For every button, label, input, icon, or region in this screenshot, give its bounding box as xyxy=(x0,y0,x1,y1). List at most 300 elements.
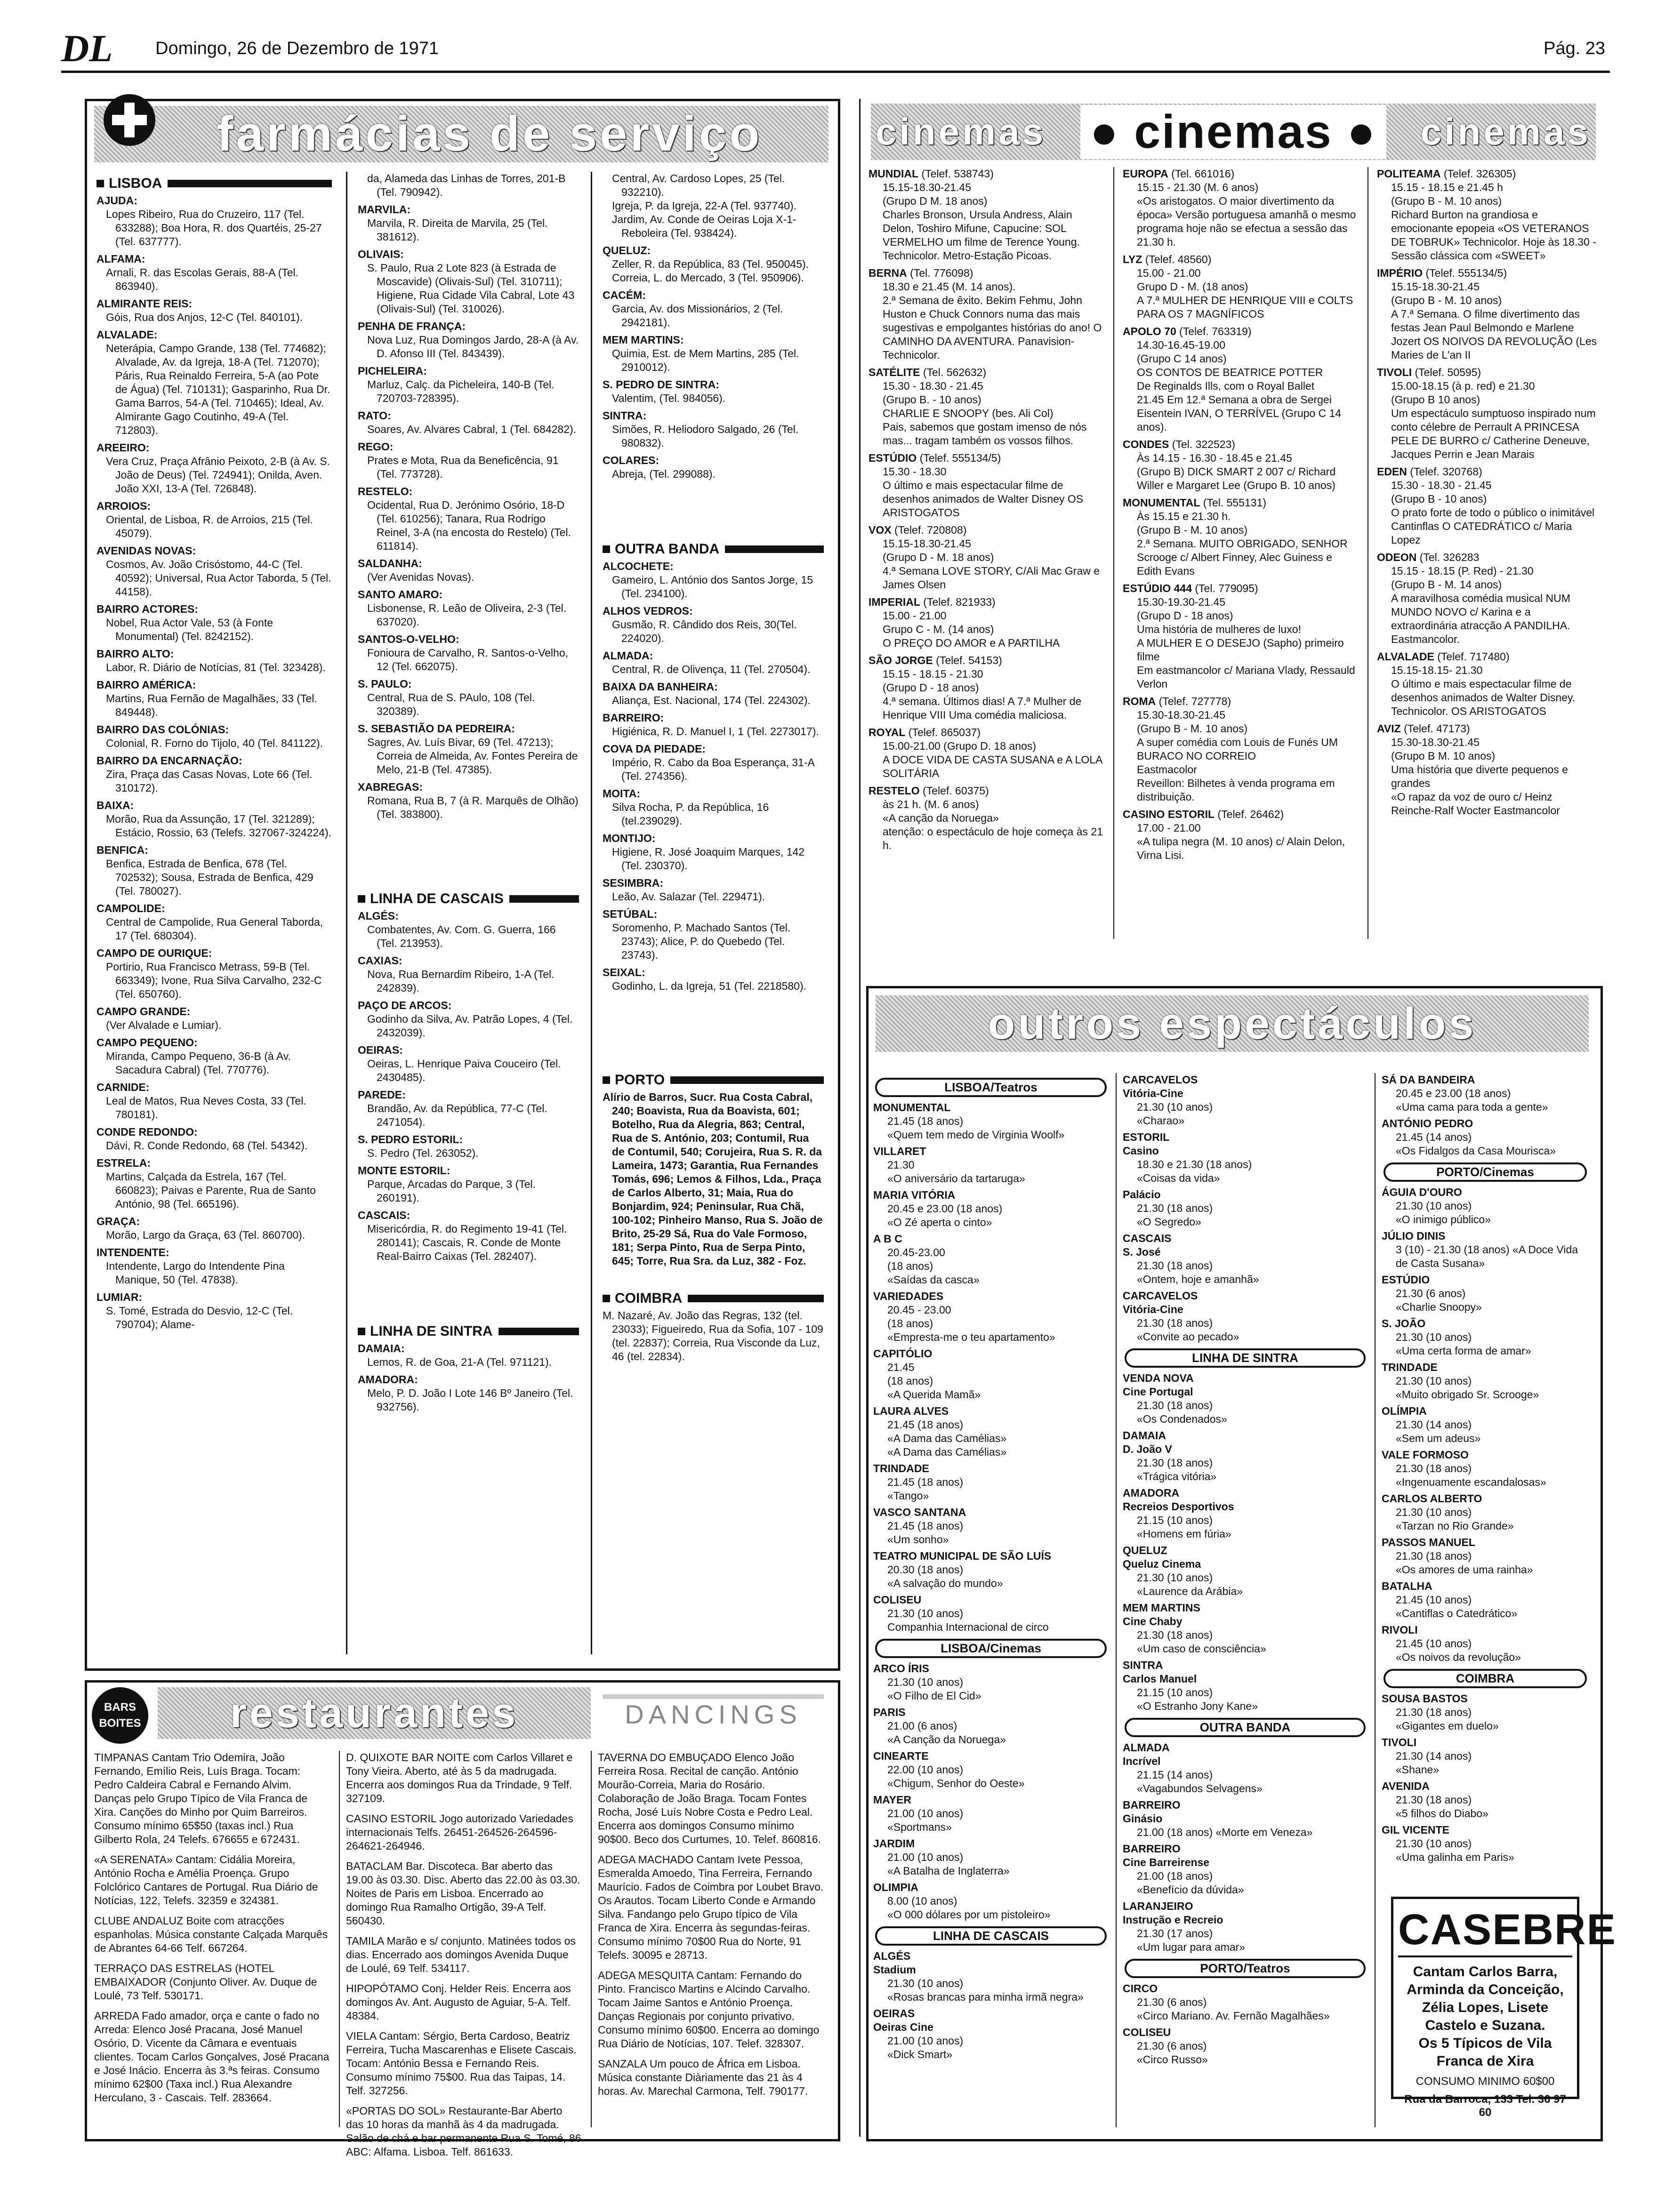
cinema-line: 15.15-18.30-21.45 xyxy=(883,537,971,550)
locality-label: CAMPOLIDE: xyxy=(97,902,165,914)
show-line: 21.30 xyxy=(887,1159,915,1171)
cinema-phone: (Telef. 865037) xyxy=(908,726,981,738)
venue-name: TIVOLI xyxy=(1382,1736,1417,1748)
cinema-line: 15.30-18.30-21.45 xyxy=(1137,709,1225,721)
pharmacy-entry: Soromenho, P. Machado Santos (Tel. 23743); Alice, P. do Quebedo (Tel. 23743). xyxy=(612,922,791,961)
show-line: «Coisas da vida» xyxy=(1137,1172,1220,1184)
venue-ad: D. QUIXOTE BAR NOITE com Carlos Villaret e Tony Vieira. Aberto, até às 5 da madrugada. Encerra aos domingos Rua da Trindade, 9 Telf. 327109. xyxy=(346,1751,573,1804)
show-listing xyxy=(1382,1448,1589,1489)
pharmacy-entry: Central, Rua de S. PAulo, 108 (Tel. 320389). xyxy=(367,691,535,717)
venue-name: GIL VICENTE xyxy=(1382,1824,1449,1836)
cinema-phone: (Tel. 776098) xyxy=(910,267,973,279)
show-line: «Os noivos da revolução» xyxy=(1396,1651,1521,1663)
locality-label: AREEIRO: xyxy=(97,441,150,454)
show-listing xyxy=(1382,1186,1589,1226)
cinema-header xyxy=(869,167,1104,181)
pharmacy-entry: Nobel, Rua Actor Vale, 53 (à Fonte Monumental) (Tel. 8242152). xyxy=(106,617,273,642)
restaurantes-column-1 xyxy=(94,1751,330,2111)
cinema-listing xyxy=(1377,266,1598,362)
show-line: 21.30 (18 anos) xyxy=(1137,1259,1213,1272)
show-line: 21.45 (18 anos) xyxy=(887,1476,964,1488)
show-line: (18 anos) xyxy=(887,1375,933,1387)
show-line: «Charao» xyxy=(1137,1114,1185,1127)
cinema-listing xyxy=(1123,808,1358,862)
cinemas-banner xyxy=(871,104,1596,160)
show-line: «Sportmans» xyxy=(887,1821,952,1833)
pharmacy-entry: Valentim, (Tel. 984056). xyxy=(612,392,726,404)
cinema-phone: (Tel. 326283 xyxy=(1419,551,1480,563)
venue-subname: D. João V xyxy=(1123,1443,1172,1455)
cinema-line: (Grupo D - M. 18 anos) xyxy=(883,551,994,563)
show-listing xyxy=(1382,1536,1589,1577)
cinema-header xyxy=(869,784,1104,798)
venue-name: TRINDADE xyxy=(1382,1361,1438,1373)
show-listing xyxy=(873,2007,1109,2061)
cinema-line: (Grupo B M. 10 anos) xyxy=(1391,750,1496,762)
pharmacy-entry: S. Paulo, Rua 2 Lote 823 (à Estrada de Moscavide) (Olivais-Sul) (Tel. 310711); Higiene, Rua Cidade Vila Cabral, Lote 43 (Olivais-Sul) (Tel. 310026). xyxy=(367,262,575,315)
show-line: 3 (10) - 21.30 (18 anos) «A Doce Vida de Casta Susana» xyxy=(1396,1243,1578,1269)
cinema-header xyxy=(1377,167,1598,181)
cinema-line: 15.15 - 18.15 (P. Red) - 21.30 xyxy=(1391,565,1534,577)
cinema-line: Eastmacolor xyxy=(1137,763,1197,776)
show-listing xyxy=(1123,1798,1367,1839)
venue-name: ARCO ÍRIS xyxy=(873,1662,929,1675)
venue-name: AMADORA xyxy=(1123,1487,1180,1499)
cinema-listing xyxy=(1123,438,1358,492)
show-line: 21.45 (14 anos) xyxy=(1396,1131,1472,1143)
show-listing xyxy=(1123,1899,1367,1954)
locality-label: CARNIDE: xyxy=(97,1081,150,1093)
venue-name: MAYER xyxy=(873,1794,911,1806)
venue-name: VILLARET xyxy=(873,1145,926,1157)
pharmacy-entry: Combatentes, Av. Com. G. Guerra, 166 (Tel. 213953). xyxy=(367,923,556,949)
pharmacy-entry: Góis, Rua dos Anjos, 12-C (Tel. 840101). xyxy=(106,311,303,323)
cinema-line: (Grupo B - M. 10 anos) xyxy=(1137,524,1248,536)
cinema-line: 14.30-16.45-19.00 xyxy=(1137,339,1225,351)
pharmacy-entry: Quimia, Est. de Mem Martins, 285 (Tel. 2910012). xyxy=(612,347,799,373)
pharmacy-entry: Central, Av. Cardoso Lopes, 25 (Tel. 932210). xyxy=(612,172,785,198)
venue-ad: CASINO ESTORIL Jogo autorizado Variedades internacionais Telfs. 26451-264526-264596-264621-264946. xyxy=(346,1812,573,1852)
venue-name: ALMADA xyxy=(1123,1741,1170,1754)
show-line: 21.30 (14 anos) xyxy=(1396,1419,1472,1431)
show-line: 20.45 e 23.00 (18 anos) xyxy=(887,1202,1003,1215)
show-line: «Uma cama para toda a gente» xyxy=(1396,1101,1548,1113)
region-tag: LISBOA/Teatros xyxy=(875,1078,1107,1097)
cinema-line: 15.15-18.30-21.45 xyxy=(1391,281,1480,293)
cinema-line: 2.ª Semana. MUITO OBRIGADO, SENHOR Scrooge c/ Albert Finney, Alec Guiness e Edith Evans xyxy=(1137,537,1348,577)
show-line: «Laurence da Arábia» xyxy=(1137,1585,1243,1597)
show-line: «Sem um adeus» xyxy=(1396,1432,1481,1444)
show-listing xyxy=(873,1706,1109,1747)
pharmacy-entry: Portirio, Rua Francisco Metrass, 59-B (Tel. 663349); Ivone, Rua Silva Carvalho, 232-C (Tel. 650760). xyxy=(106,961,322,1000)
pharmacy-entry: Silva Rocha, P. da República, 16 (tel.239029). xyxy=(612,801,769,827)
show-listing xyxy=(1123,1188,1367,1229)
restaurantes-banner-title: restaurantes xyxy=(230,1689,519,1737)
show-line: 21.30 (10 anos) xyxy=(887,1676,964,1688)
show-listing xyxy=(1123,1073,1367,1128)
pharmacy-entry: Zeller, R. da República, 83 (Tel. 950045). xyxy=(612,258,809,270)
venue-name: OEIRAS xyxy=(873,2007,915,2020)
show-line: «5 filhos do Diabo» xyxy=(1396,1807,1488,1819)
venue-name: BATALHA xyxy=(1382,1580,1432,1592)
cinema-line: 15.00-18.15 (à p. red) e 21.30 xyxy=(1391,380,1535,392)
cinema-header xyxy=(1377,266,1598,280)
locality-label: BAIRRO AMÉRICA: xyxy=(97,679,196,691)
show-line: «O aniversário da tartaruga» xyxy=(887,1172,1025,1185)
pharmacy-entry: Gameiro, L. António dos Santos Jorge, 15 (Tel. 234100). xyxy=(612,574,813,600)
show-line: 21.30 (10 anos) xyxy=(1396,1375,1472,1387)
cinema-header xyxy=(1123,496,1358,510)
pharmacy-entry: (Ver Avenidas Novas). xyxy=(367,571,475,583)
show-line: «A Dama das Camélias» xyxy=(887,1446,1007,1458)
show-line: «O inimigo público» xyxy=(1396,1213,1491,1226)
venue-name: LARANJEIRO xyxy=(1123,1900,1193,1912)
show-listing xyxy=(873,1101,1109,1142)
venue-name: ALGÉS xyxy=(873,1950,911,1962)
cinema-phone: (Telef. 720808) xyxy=(894,524,967,536)
pharmacy-entry: Colonial, R. Forno do Tijolo, 40 (Tel. 841122). xyxy=(106,737,323,749)
venue-name: JÚLIO DINIS xyxy=(1382,1230,1446,1242)
cinema-listing xyxy=(869,451,1104,520)
farmacias-banner xyxy=(94,106,828,162)
cinema-line: (Grupo B 10 anos) xyxy=(1391,393,1480,406)
farmacias-banner-title: farmácias de serviço xyxy=(217,106,763,161)
cinema-name: ESTÚDIO 444 xyxy=(1123,582,1192,594)
cinema-line: Grupo C - M. (14 anos) xyxy=(883,623,994,635)
cinema-header xyxy=(1123,438,1358,451)
cinema-line: 15.15 - 21.30 (M. 6 anos) xyxy=(1137,181,1259,193)
locality-label: REGO: xyxy=(358,441,394,453)
locality-label: MEM MARTINS: xyxy=(603,334,684,346)
cinema-listing xyxy=(1123,695,1358,804)
cinema-line: (Grupo B - M. 10 anos) xyxy=(1391,294,1502,306)
venue-name: COLISEU xyxy=(873,1594,922,1606)
cinema-header xyxy=(869,595,1104,609)
show-line: «Um caso de consciência» xyxy=(1137,1643,1266,1655)
cinema-line: CHARLIE E SNOOPY (bes. Ali Col) xyxy=(883,407,1054,419)
show-line: «Saídas da casca» xyxy=(887,1274,980,1286)
show-listing xyxy=(873,1837,1109,1878)
show-line: «A Batalha de Inglaterra» xyxy=(887,1865,1010,1877)
cinema-listing xyxy=(1123,253,1358,321)
masthead xyxy=(61,28,1610,73)
show-line: «Quem tem medo de Virginia Woolf» xyxy=(887,1129,1065,1141)
venue-name: SINTRA xyxy=(1123,1659,1163,1671)
cinema-listing xyxy=(1377,722,1598,817)
pharmacy-cross-icon xyxy=(104,94,155,146)
cinema-name: EUROPA xyxy=(1123,168,1168,180)
venue-name: VENDA NOVA xyxy=(1123,1372,1194,1384)
locality-label: PENHA DE FRANÇA: xyxy=(358,320,466,332)
outros-banner-title: outros espectáculos xyxy=(988,998,1477,1049)
cinema-line: Em eastmancolor c/ Mariana Vlady, Ressauld Verlon xyxy=(1137,664,1355,690)
pharmacy-entry: Lopes Ribeiro, Rua do Cruzeiro, 117 (Tel. 633288); Boa Hora, R. dos Quartéis, 25-27 (Tel. 637777). xyxy=(106,208,322,248)
pharmacy-entry: Jardim, Av. Conde de Oeiras Loja X-1-Reboleira (Tel. 938424). xyxy=(612,213,796,239)
show-line: «Um sonho» xyxy=(887,1533,949,1546)
cinema-name: CASINO ESTORIL xyxy=(1123,808,1215,820)
pharmacy-entry: Higiene, R. José Joaquim Marques, 142 (Tel. 230370). xyxy=(612,846,805,872)
show-line: 21.30 (10 anos) xyxy=(1396,1200,1472,1212)
region-tag: PORTO/Cinemas xyxy=(1384,1162,1587,1182)
venue-name: CARLOS ALBERTO xyxy=(1382,1492,1482,1505)
locality-label: SETÚBAL: xyxy=(603,908,658,920)
bars-boites-badge: BARS BOITES xyxy=(92,1687,148,1744)
show-listing xyxy=(873,1593,1109,1634)
show-line: 22.00 (10 anos) xyxy=(887,1763,964,1776)
show-line: «O Filho de El Cid» xyxy=(887,1690,981,1702)
cinema-phone: (Telef. 50595) xyxy=(1415,366,1481,378)
show-listing xyxy=(1382,1579,1589,1620)
venue-name: DAMAIA xyxy=(1123,1429,1166,1442)
cinema-phone: (Telef. 538743) xyxy=(921,168,994,180)
venue-name: VARIEDADES xyxy=(873,1290,944,1302)
pharmacy-entry: Martins, Rua Fernão de Magalhães, 33 (Tel. 849448). xyxy=(106,692,317,718)
show-line: 21.30 (10 anos) xyxy=(1137,1571,1213,1584)
show-line: «Um lugar para amar» xyxy=(1137,1941,1246,1953)
show-listing xyxy=(873,1232,1109,1287)
show-line: 21.00 (18 anos) «Morte em Veneza» xyxy=(1137,1826,1313,1838)
pharmacy-entry: Leal de Matos, Rua Neves Costa, 33 (Tel. 780181). xyxy=(106,1095,306,1121)
cinema-phone: (Telef. 555134/5) xyxy=(919,452,1001,464)
cinema-phone: (Telef. 54153) xyxy=(936,654,1002,666)
cinema-listing xyxy=(869,523,1104,592)
show-line: 21.30 (18 anos) xyxy=(1137,1457,1213,1469)
show-line: «O Segredo» xyxy=(1137,1216,1201,1228)
cinema-line: 15.15-18.30-21.45 xyxy=(883,181,971,193)
show-line: «Cantiflas o Catedrático» xyxy=(1396,1607,1518,1619)
coimbra-list: M. Nazaré, Av. João das Regras, 132 (tel. 23033); Figueiredo, Rua da Sofia, 107 - 109 (tel. 22837); Correia, Rua Visconde da Luz, 46 (tel. 22834). xyxy=(603,1309,823,1362)
cinema-phone: (Tel. 661016) xyxy=(1171,168,1235,180)
region-tag: LINHA DE CASCAIS xyxy=(875,1926,1107,1946)
cinema-line: atenção: o espectáculo de hoje começa às 21 h. xyxy=(883,825,1103,851)
cinemas-banner-left: cinemas xyxy=(876,111,1046,152)
locality-label: INTENDENTE: xyxy=(97,1246,169,1258)
locality-label: QUELUZ: xyxy=(603,244,651,256)
show-listing xyxy=(1123,1982,1367,2023)
locality-label: ALCOCHETE: xyxy=(603,560,674,572)
locality-label: CAMPO DE OURIQUE: xyxy=(97,947,212,959)
cinema-phone: (Tel. 322523) xyxy=(1172,438,1236,450)
show-line: «Vagabundos Selvagens» xyxy=(1137,1782,1263,1795)
show-listing xyxy=(873,1949,1109,2004)
cinema-header xyxy=(1377,366,1598,379)
locality-label: PICHELEIRA: xyxy=(358,365,427,377)
venue-name: CINEARTE xyxy=(873,1750,929,1762)
show-line: «Rosas brancas para minha irmã negra» xyxy=(887,1991,1084,2003)
venue-name: JARDIM xyxy=(873,1837,915,1850)
venue-name: ANTÓNIO PEDRO xyxy=(1382,1117,1473,1130)
cinemas-banner-right: cinemas xyxy=(1420,111,1591,152)
pharmacy-entry: Melo, P. D. João I Lote 146 Bº Janeiro (Tel. 932756). xyxy=(367,1387,573,1413)
cinema-line: 4.ª Semana LOVE STORY, C/Ali Mac Graw e James Olsen xyxy=(883,565,1100,591)
restaurantes-column-3 xyxy=(598,1751,824,2105)
coimbra-heading: COIMBRA xyxy=(603,1291,824,1305)
cinema-header xyxy=(1123,808,1358,821)
cinema-phone: (Telef. 727778) xyxy=(1158,695,1231,707)
show-line: «Muito obrigado Sr. Scrooge» xyxy=(1396,1388,1539,1401)
cinema-line: 15.30-18.30-21.45 xyxy=(1391,736,1480,748)
casebre-body: Cantam Carlos Barra, Arminda da Conceição, Zélia Lopes, Lisete Castelo e Suzana. xyxy=(1407,1964,1564,2033)
show-line: «Os Condenados» xyxy=(1137,1413,1227,1425)
show-line: 21.30 (6 anos) xyxy=(1137,2040,1207,2052)
show-line: 21.30 (18 anos) xyxy=(1396,1794,1472,1806)
show-listing xyxy=(1123,1601,1367,1656)
show-line: (18 anos) xyxy=(887,1260,933,1272)
cinema-line: Grupo D - M. (18 anos) xyxy=(1137,281,1248,293)
show-line: Companhia Internacional de circo xyxy=(887,1621,1049,1633)
show-listing xyxy=(873,1749,1109,1790)
cinema-header xyxy=(1123,253,1358,266)
venue-subname: Vitória-Cine xyxy=(1123,1087,1183,1099)
show-listing xyxy=(1123,1659,1367,1713)
region-tag: COIMBRA xyxy=(1384,1669,1587,1688)
show-line: «Os amores de uma rainha» xyxy=(1396,1563,1533,1576)
show-line: 21.45 xyxy=(887,1361,915,1373)
venue-ad: «PORTAS DO SOL» Restaurante-Bar Aberto das 10 horas da manhã às 4 da madrugada. Salão de chá e bar permanente Rua S. Tomé, 86 ABC: Alfama. Lisboa. Telf. 861633. xyxy=(346,2105,581,2158)
show-line: 20.45 e 23.00 (18 anos) xyxy=(1396,1087,1511,1099)
cinema-line: «A tulipa negra (M. 10 anos) c/ Alain Delon, Virna Lisi. xyxy=(1137,835,1345,861)
show-line: «O Zé aperta o cinto» xyxy=(887,1216,992,1228)
page-number: Pág. 23 xyxy=(1544,39,1605,58)
cinema-listing xyxy=(869,167,1104,263)
locality-label: BAIXA DA BANHEIRA: xyxy=(603,681,718,693)
venue-ad: ADEGA MESQUITA Cantam: Fernando do Pinto. Francisco Martins e Alcindo Carvalho. Tocam Jaime Santos e António Proença. Danças Regionais por conjunto privativo. Consumo mínimo 60$00. Encerra ao domingo Rua Diário de Notícias, 107. Telef. 328307. xyxy=(598,1969,820,2050)
cinema-header xyxy=(1123,582,1358,595)
cinema-name: MONUMENTAL xyxy=(1123,497,1200,509)
cinema-header xyxy=(869,451,1104,465)
cinema-phone: (Telef. 47173) xyxy=(1404,722,1470,735)
cinema-listing xyxy=(1123,582,1358,691)
cinema-name: ALVALADE xyxy=(1377,650,1434,663)
pharmacy-entry: Morão, Rua da Assunção, 17 (Tel. 321289); Estácio, Rossio, 63 (Telefs. 327067-324224). xyxy=(106,813,331,839)
locality-label: ALVALADE: xyxy=(97,329,158,341)
locality-label: SINTRA: xyxy=(603,409,647,422)
show-line: 21.15 (14 anos) xyxy=(1137,1769,1213,1781)
pharmacy-entry: Romana, Rua B, 7 (à R. Marquês de Olhão) (Tel. 383800). xyxy=(367,794,579,820)
outros-column-2 xyxy=(1123,1073,1367,2069)
locality-label: BAIRRO DA ENCARNAÇÃO: xyxy=(97,754,242,767)
show-line: 21.30 (10 anos) xyxy=(1396,1331,1472,1343)
cinema-name: VOX xyxy=(869,524,892,536)
cinema-line: 17.00 - 21.00 xyxy=(1137,822,1201,834)
locality-label: PAÇO DE ARCOS: xyxy=(358,999,452,1011)
cinema-phone: (Telef. 326305) xyxy=(1443,168,1516,180)
venue-name: CAPITÓLIO xyxy=(873,1347,933,1360)
locality-label: COLARES: xyxy=(603,454,660,466)
cinema-line: 15.00 - 21.00 xyxy=(883,609,947,622)
locality-label: CACÉM: xyxy=(603,289,646,301)
show-line: (18 anos) xyxy=(887,1317,933,1330)
porto-heading: PORTO xyxy=(603,1073,824,1087)
cinema-name: IMPERIAL xyxy=(869,596,920,608)
cinema-line: A 7.ª MULHER DE HENRIQUE VIII e COLTS PARA OS 7 MAGNÍFICOS xyxy=(1137,294,1353,320)
pharmacy-entry: Godinho, L. da Igreja, 51 (Tel. 2218580). xyxy=(612,980,807,992)
show-listing xyxy=(1382,1317,1589,1358)
venue-subname: Vitória-Cine xyxy=(1123,1303,1183,1315)
locality-label: S. SEBASTIÃO DA PEDREIRA: xyxy=(358,722,515,735)
pharmacy-entry: Marvila, R. Direita de Marvila, 25 (Tel. 381612). xyxy=(367,217,548,243)
cinema-listing xyxy=(1377,650,1598,718)
show-line: 21.00 (18 anos) xyxy=(1137,1870,1213,1882)
cinema-phone: (Telef. 26462) xyxy=(1217,808,1284,820)
cinema-name: CONDES xyxy=(1123,438,1169,450)
show-listing xyxy=(1382,1779,1589,1820)
venue-name: SOUSA BASTOS xyxy=(1382,1692,1468,1705)
show-listing xyxy=(1382,1229,1589,1270)
pharmacy-entry: Fonioura de Carvalho, R. Santos-o-Velho, 12 (Tel. 662075). xyxy=(367,647,569,673)
outra-banda-heading: OUTRA BANDA xyxy=(603,542,824,556)
cinema-listing xyxy=(1377,366,1598,461)
venue-name: A B C xyxy=(873,1233,902,1245)
cinema-phone: (Telef. 555134/5) xyxy=(1425,267,1507,279)
cinema-line: Richard Burton na grandiosa e emocionante epopeia «OS VETERANOS DE TOBRUK» Technicolor. Hoje às 18.30 - Sessão clássica com «SWEET» xyxy=(1391,208,1596,262)
venue-name: CARCAVELOS xyxy=(1123,1290,1198,1302)
venue-ad: CLUBE ANDALUZ Boite com atracções espanholas. Música constante Calçada Marquês de Abrantes 64-66 Telf. 667264. xyxy=(94,1915,328,1954)
show-line: 21.30 (18 anos) xyxy=(1137,1202,1213,1214)
locality-label: S. PAULO: xyxy=(358,678,412,690)
venue-ad: BATACLAM Bar. Discoteca. Bar aberto das 19.00 às 03.30. Disc. Aberto das 22.00 às 03.30. Noites de Paris em Lisboa. Encerrado ao domingo Rua Ramalho Ortigão, 39-A Telf. 560430. xyxy=(346,1860,580,1927)
pharmacy-entry: Morão, Largo da Graça, 63 (Tel. 860700). xyxy=(106,1229,306,1241)
pharmacy-entry: Nova, Rua Bernardim Ribeiro, 1-A (Tel. 242839). xyxy=(367,968,555,994)
cinema-name: POLITEAMA xyxy=(1377,168,1441,180)
locality-label: BAIRRO ACTORES: xyxy=(97,603,198,615)
locality-label: ARROIOS: xyxy=(97,500,151,512)
venue-name: COLISEU xyxy=(1123,2026,1171,2038)
show-listing xyxy=(873,1549,1109,1590)
venue-name: TRINDADE xyxy=(873,1462,929,1475)
venue-name: TEATRO MUNICIPAL DE SÃO LUÍS xyxy=(873,1550,1052,1562)
show-listing xyxy=(1123,1842,1367,1897)
venue-subname: Cine Portugal xyxy=(1123,1386,1193,1398)
venue-ad: SANZALA Um pouco de África em Lisboa. Música constante Diàriamente das 21 às 4 horas. Av. Marechal Carmona, Telf. 790177. xyxy=(598,2058,808,2097)
pharmacy-entry: Misericórdia, R. do Regimento 19-41 (Tel. 280141); Cascais, R. Conde de Monte Real-Bairro Caixas (Tel. 282407). xyxy=(367,1223,567,1262)
pharmacy-entry: Neterápia, Campo Grande, 138 (Tel. 774682); Alvalade, Av. da Igreja, 18-A (Tel. 712070); Páris, Rua Reinaldo Ferreira, 5-A (ao Pote de Água) (Tel. 710131); Gasparinho, Rua Dr. Gama Barros, 54-A (Tel. 710465); Ideal, Av. Almirante Gago Coutinho, 49-A (Tel. 712803). xyxy=(106,342,330,436)
pharmacy-entry: Garcia, Av. dos Missionários, 2 (Tel. 2942181). xyxy=(612,303,783,329)
cinema-line: A MULHER E O DESEJO (Sapho) primeiro filme xyxy=(1137,637,1344,663)
show-line: 20.45 - 23.00 xyxy=(887,1304,951,1316)
cinema-line: às 21 h. (M. 6 anos) xyxy=(883,798,979,810)
show-listing xyxy=(873,1506,1109,1547)
pharmacy-entry: Zira, Praça das Casas Novas, Lote 66 (Tel. 310172). xyxy=(106,768,313,794)
restaurantes-column-2 xyxy=(346,1751,581,2165)
casebre-address: Rua da Barroca, 133 Tel. 36 97 60 xyxy=(1404,2093,1566,2119)
show-line: «Circo Mariano. Av. Fernão Magalhães» xyxy=(1137,2010,1330,2022)
venue-name: LAURA ALVES xyxy=(873,1405,949,1417)
show-line: «Gigantes em duelo» xyxy=(1396,1720,1499,1732)
cinema-line: «O rapaz da voz de ouro c/ Heinz Reinche-Ralf Wocter Eastmancolor xyxy=(1391,791,1560,817)
show-line: «A Dama das Camélias» xyxy=(887,1432,1007,1444)
pharmacy-entry: Godinho da Silva, Av. Patrão Lopes, 4 (Tel. 2432039). xyxy=(367,1013,573,1039)
cinema-name: BERNA xyxy=(869,267,907,279)
locality-label: SESIMBRA: xyxy=(603,877,664,889)
show-line: 21.30 (10 anos) xyxy=(887,1607,964,1619)
locality-label: BENFICA: xyxy=(97,844,148,856)
cinema-line: (Grupo B - 10 anos) xyxy=(1391,493,1487,505)
locality-label: BAIRRO ALTO: xyxy=(97,648,174,660)
pharmacy-entry: Aliança, Est. Nacional, 174 (Tel. 224302). xyxy=(612,694,811,706)
cinema-line: (Grupo D M. 18 anos) xyxy=(883,195,988,207)
venue-ad: TERRAÇO DAS ESTRELAS (HOTEL EMBAIXADOR (Conjunto Oliver. Av. Duque de Loulé, 73 Telf. 530171. xyxy=(94,1962,317,2002)
cinema-header xyxy=(1123,695,1358,708)
venue-ad: ADEGA MACHADO Cantam Ivete Pessoa, Esmeralda Amoedo, Tina Ferreira, Fernando Maurício. Fados de Coimbra por Loubet Bravo. Os Arautos. Tocam Liberto Conde e Armando Silva. Fandango pelo Grupo típico de Vila Franca de Xira. Encerra às segundas-feiras. Consumo mínimo 70$00 Rua do Norte, 91 Telefs. 30095 e 28713. xyxy=(598,1853,824,1961)
show-line: 21.00 (10 anos) xyxy=(887,2035,964,2047)
cinema-listing xyxy=(869,784,1104,852)
cinema-line: 15.30 - 18.30 - 21.45 xyxy=(1391,479,1492,491)
cinema-line: «A canção da Noruega» xyxy=(883,812,999,824)
show-line: 20.30 (18 anos) xyxy=(887,1563,964,1576)
venue-subname: S. José xyxy=(1123,1246,1161,1258)
cinema-name: LYZ xyxy=(1123,253,1142,265)
